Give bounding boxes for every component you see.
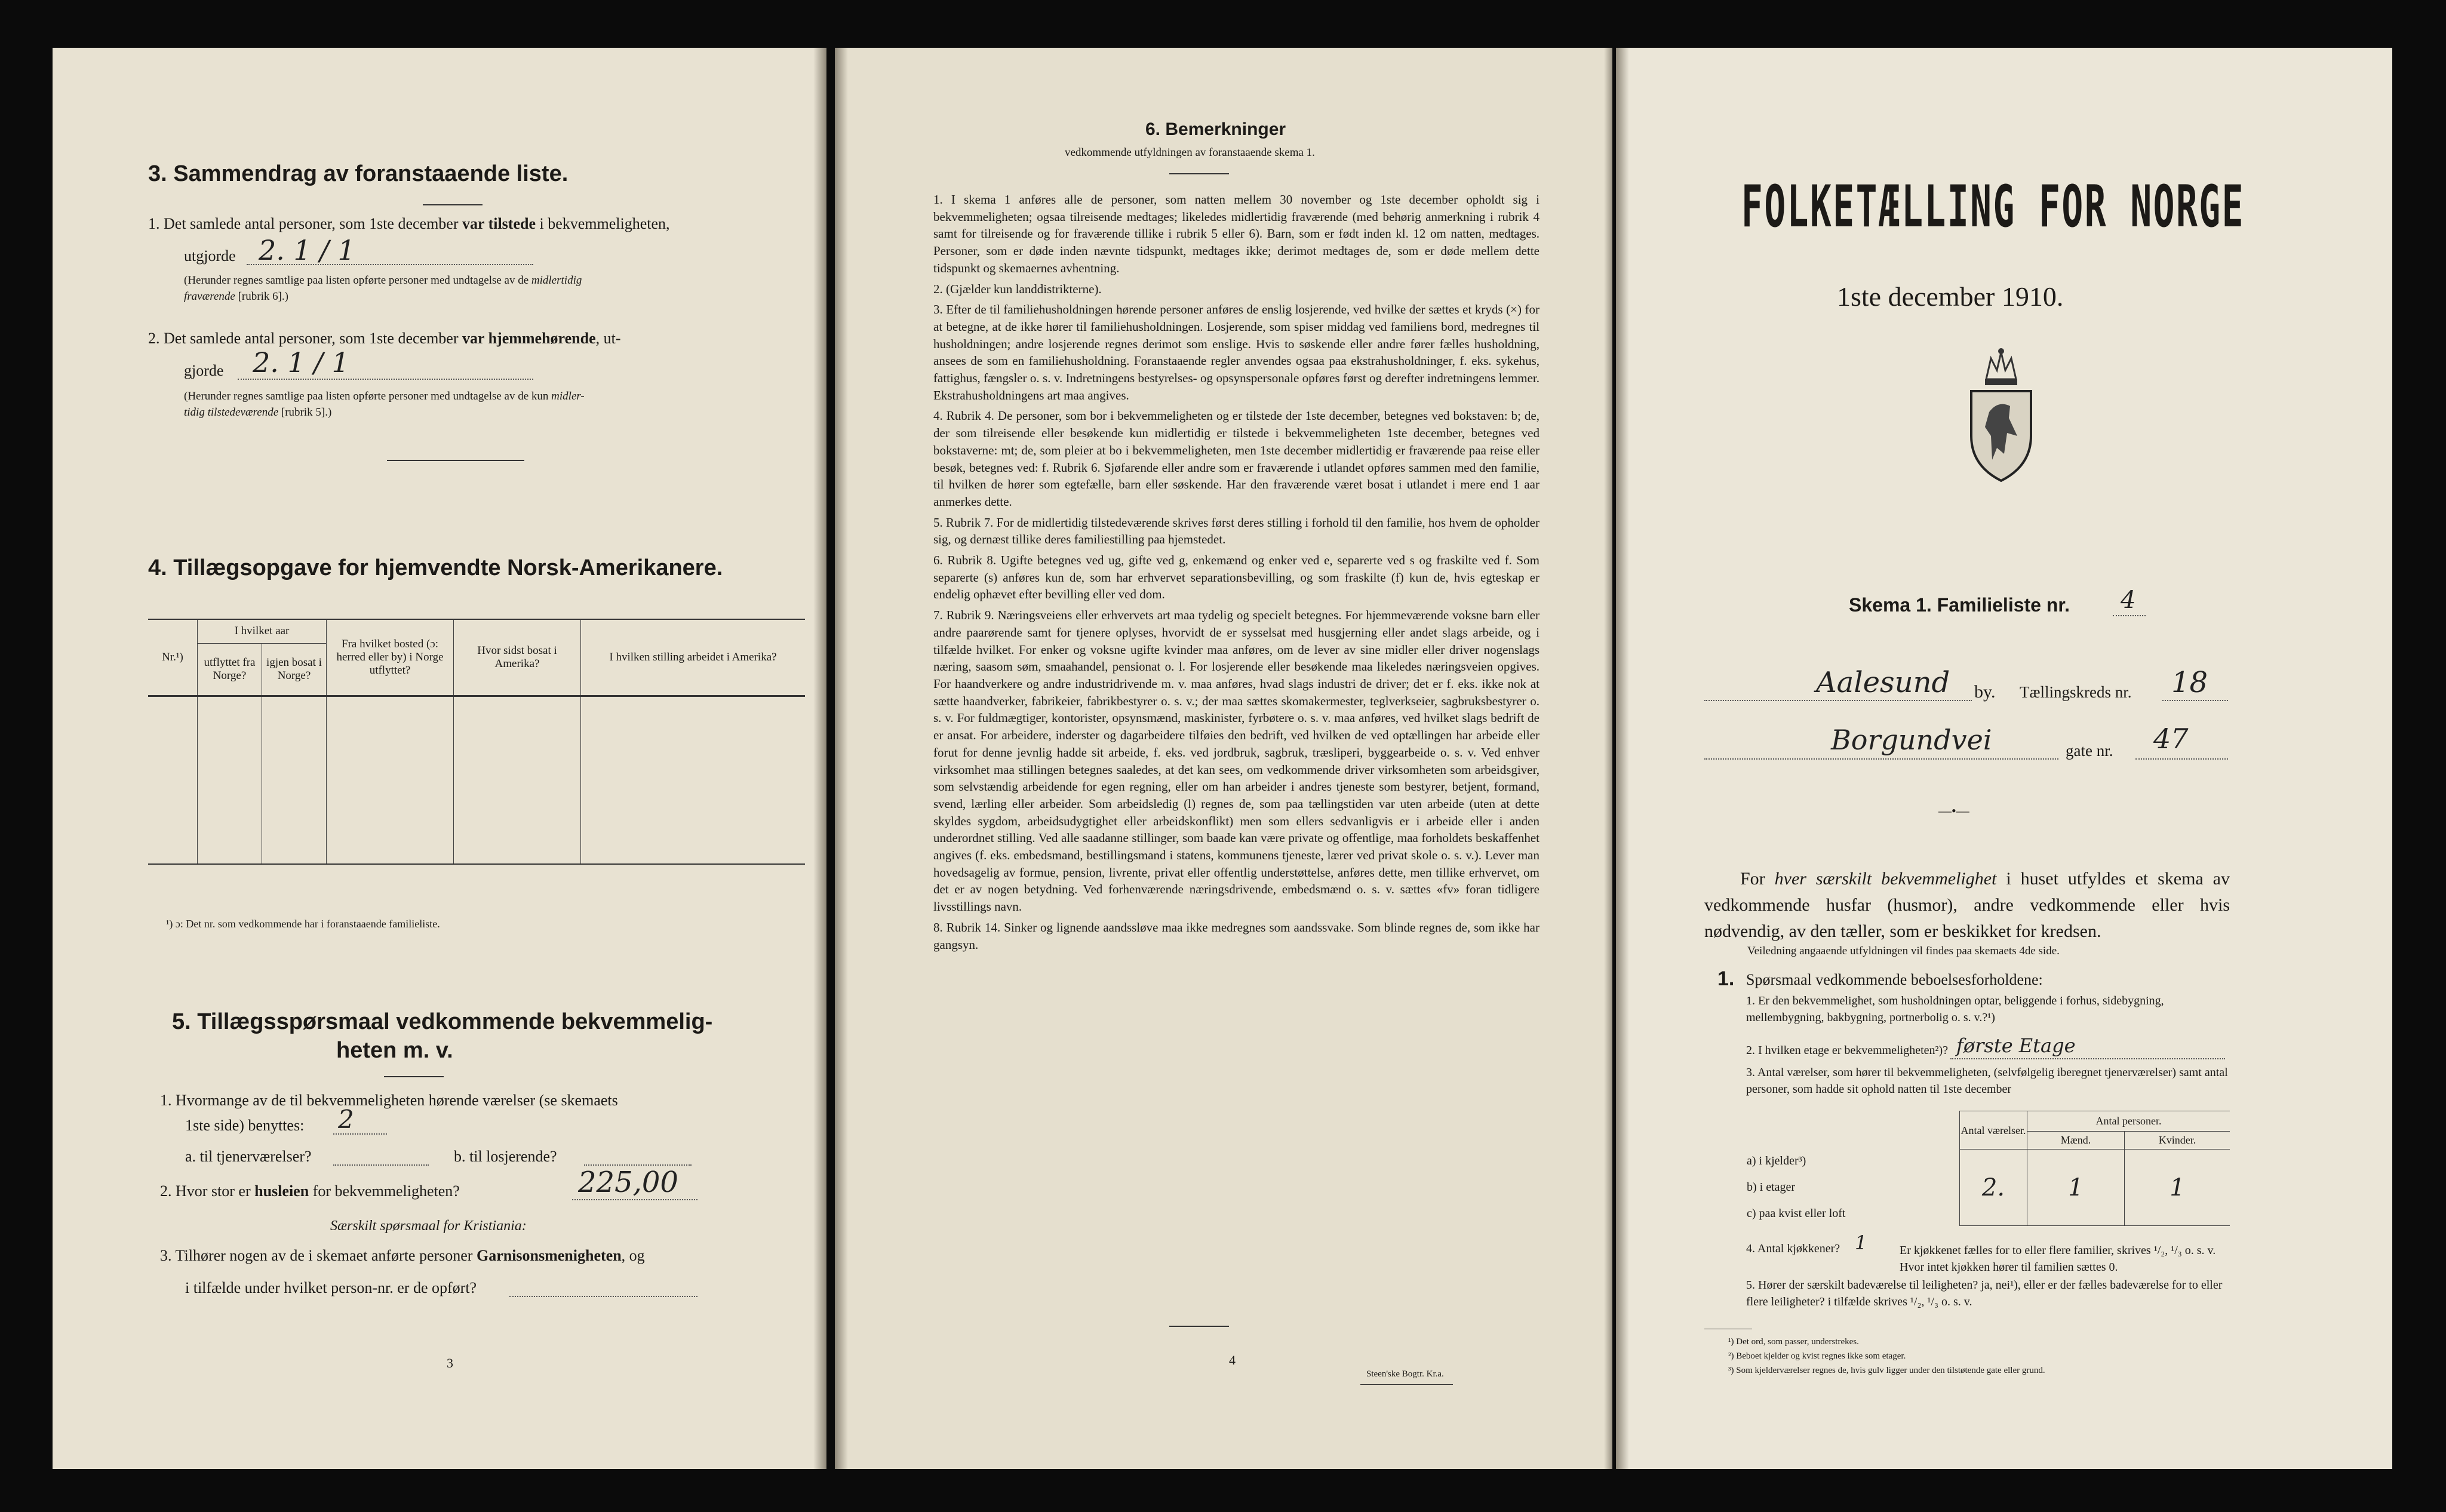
section-5-title-2: heten m. v.: [336, 1038, 453, 1063]
cell-rooms: [1960, 1202, 2027, 1226]
page-1: [1616, 48, 2392, 1469]
cell-women: [2125, 1202, 2230, 1226]
col-stilling: I hvilken stilling arbeidet i Amerika?: [581, 619, 806, 696]
rooms-table: [1746, 1111, 2230, 1226]
s5-item-3: [160, 1247, 805, 1265]
remark-2: 2. (Gjælder kun landdistrikterne).: [933, 281, 1102, 296]
cell-men: 1: [2027, 1173, 2125, 1202]
cell: [581, 696, 806, 729]
remarks-body: [933, 191, 1539, 1301]
cell-rooms: 2.: [1960, 1173, 2027, 1202]
row-label: a) i kjelder³): [1747, 1154, 1806, 1167]
col-bosted: Fra hvilket bosted (ɔ: herred eller by) i Norge utflyttet?: [327, 619, 454, 696]
handwritten-krets: 18: [2171, 666, 2208, 699]
question-2: 2. I hvilken etage er bekvemmeligheten²)?: [1746, 1044, 1949, 1057]
cell: [148, 729, 198, 763]
handwritten-value: 2. 1 / 1: [259, 234, 355, 266]
table-row: [1746, 1173, 2230, 1202]
remark-7: 7. Rubrik 9. Næringsveiens eller erhvervets art maa tydelig og specielt betegnes. For hjemmeværende voksne barn eller andre paarørende samt for tjenere oplyses, hvorvidt de er sysselsat med husgjerning eller andet slags arbeide, og i tilfælde hvilket. For enker og voksne ugifte kvinder maa anføres, om de lever av sine midler eller driver nogenslags næring, saasom søm, smaahandel, pensionat o. l. For losjerende eller besøkende maa likeledes næringsveien opgives. For haandverkere og andre industridrivende m. v. maa anføres, hvad slags industri de driver; det er f. eks. ikke nok at sætte haandverker, fabrikeier, fabrikbestyrer o. s. v.; der maa sættes skomakermester, teglverkseier, sagbruksbestyrer o. s. v. For fuldmægtiger, kontorister, opsynsmænd, maskinister, fyrbøtere o. s. v. maa anføres, ved hvilket slags bedrift de er ansat. For arbeidere, inderster og dagarbeidere tilføies den bedrift, ved hvilken de ved optællingen har arbeide eller forut for denne jevnlig hadde sit arbeide, f. eks. ved jordbruk, sagbruk, træsliperi, byggearbeide o. s. v. Ved enhver virksomhet maa stillingen betegnes saaledes, at det kan sees, om vedkommende driver virksomheten som arbeidsgiver, som selvstændig arbeidende for egen regning, eller om han arbeider i andres tjeneste som bestyrer, betjent, formand, svend, lærling eller arbeider. Som arbeidsledig (l) regnes de, som paa tællingstiden var uten arbeide (uten at dette skyldes sygdom, arbeidsudygtighet eller arbeidskonflikt) men som ellers sedvanligvis er i arbeide eller i anden underordnet stilling. Ved alle saadanne stillinger, som baade kan være private og offentlige, maa forholdets beskaffenhet angives (f. eks. embedsmand, bestillingsmand i statens, kommunens tjeneste, lærer ved privat skole o. s. v.). Lever man hovedsagelig av formue, pension, livrente, privat eller offentlig understøttelse, anføres dette, men tillike erhvervet, om det er av nogen betydning. Ved forhenværende næringsdrivende, embedsmænd o. s. v. sættes «fv» foran tidligere livsstillings navn.: [933, 608, 1539, 914]
divider: [387, 460, 524, 461]
veiledning: Veiledning angaaende utfyldningen vil findes paa skemaets 4de side.: [1747, 945, 2060, 957]
col-utflyttet: utflyttet fra Norge?: [198, 643, 262, 696]
text-italic: fraværende: [184, 290, 235, 303]
row-label: c) paa kvist eller loft: [1747, 1207, 1846, 1220]
text: , ut-: [595, 330, 621, 347]
handwritten-familieliste-nr: 4: [2121, 586, 2136, 614]
col-rooms: Antal værelser.: [1960, 1111, 2027, 1150]
col-men: Mænd.: [2027, 1132, 2125, 1150]
cell: [327, 696, 454, 729]
fill-line: [333, 1133, 387, 1135]
printer-imprint: Steen'ske Bogtr. Kr.a.: [1366, 1369, 1444, 1379]
fill-line: [1704, 700, 1972, 701]
page-fold-shadow: [1604, 48, 1612, 1469]
cell: [148, 796, 198, 829]
remarks-subtitle: vedkommende utfyldningen av foranstaaende skema 1.: [1065, 146, 1315, 159]
handwritten-city: Aalesund: [1816, 666, 1950, 699]
remark-6: 6. Rubrik 8. Ugifte betegnes ved ug, gifte ved g, enkemænd og enker ved e, separerte ved s og fraskilte ved f. Som separerte (s) anføres kun de, som har erhvervet separationsbevilling, og som fraskilte (f) kun de, hvis egteskap er endelig ophævet efter bevilling eller ved dom.: [933, 553, 1539, 602]
cell: [581, 829, 806, 864]
cell: [454, 829, 581, 864]
text: [rubrik 6].): [235, 290, 289, 303]
s3-item-2: [148, 330, 805, 348]
cell: [262, 696, 327, 729]
col-igjen: igjen bosat i Norge?: [262, 643, 327, 696]
cell: [198, 729, 262, 763]
cell: [581, 796, 806, 829]
handwritten-etage: første Etage: [1956, 1034, 2076, 1057]
page-4: [835, 48, 1612, 1469]
intro-text: [1704, 866, 2230, 945]
s3-item-1: [148, 215, 805, 233]
s5-item-1: 1. Hvormange av de til bekvemmeligheten hørende værelser (se skemaets: [160, 1092, 618, 1109]
text-italic: midler-: [551, 390, 585, 402]
cell: [198, 696, 262, 729]
s5-item-1-a: a. til tjenerværelser?: [185, 1148, 312, 1165]
cell: [581, 729, 806, 763]
fill-line: [2113, 615, 2146, 616]
by-label: by.: [1974, 682, 1996, 702]
footnotes: [1728, 1335, 2045, 1378]
cell-rooms: [1960, 1150, 2027, 1173]
s3-item-1-label: utgjorde: [184, 247, 236, 265]
question-1: 1. Er den bekvemmelighet, som husholdningen optar, beliggende i forhus, sidebygning, mellembygning, bakbygning, portnerbolig o. s. v.?¹): [1746, 994, 2164, 1024]
cell: [198, 763, 262, 796]
text-bold: Garnisonsmenigheten: [476, 1247, 622, 1264]
handwritten-street: Borgundvei: [1831, 724, 1992, 756]
cell: [454, 696, 581, 729]
cell: [148, 829, 198, 864]
text: for bekvemmeligheten?: [309, 1182, 460, 1200]
text-italic: midlertidig: [531, 274, 582, 287]
section-4-title: 4. Tillægsopgave for hjemvendte Norsk-Amerikanere.: [148, 555, 723, 580]
page-number: 3: [447, 1356, 453, 1370]
question-4-b: Er kjøkkenet fælles for to eller flere familier, skrives ¹/₂, ¹/₃ o. s. v. Hvor intet kjøkken hører til familien sættes 0.: [1900, 1244, 2216, 1274]
col-persons: Antal personer.: [2027, 1111, 2230, 1132]
cell: [454, 796, 581, 829]
col-women: Kvinder.: [2125, 1132, 2230, 1150]
fill-line: [333, 1164, 429, 1166]
remarks-title: 6. Bemerkninger: [1145, 119, 1286, 139]
s5-item-1-b: 1ste side) benyttes:: [185, 1117, 305, 1134]
fill-line: [1704, 758, 2058, 760]
text-bold: var hjemmehørende: [462, 330, 596, 347]
cell: [262, 796, 327, 829]
fill-line: [509, 1296, 697, 1297]
remark-1: 1. I skema 1 anføres alle de personer, som natten mellem 30 november og 1ste december opholdt sig i bekvemmeligheten; ogsaa tilreisende medtages; likeledes midlertidig fraværende (med behørig anmerkning i rubrik 4 samt for tilreisende og for fraværende tillike i rubrik 5 eller 6). Barn, som er født inden kl. 12 om natten, medtages. Personer, som er døde inden nævnte tidspunkt, medtages ikke; derimot medtages de, som er døde mellem dette tidspunkt og skemaernes avhentning.: [933, 192, 1539, 275]
cell: [581, 763, 806, 796]
text-italic: hver særskilt bekvemmelighet: [1774, 869, 1997, 889]
fill-line: [2162, 700, 2228, 701]
page-fold-shadow: [1616, 48, 1629, 1469]
krets-label: Tællingskreds nr.: [2020, 683, 2132, 701]
cell: [327, 796, 454, 829]
form-title: FOLKETÆLLING FOR NORGE: [1741, 173, 2245, 240]
cell: [148, 696, 198, 729]
row-label: b) i etager: [1747, 1181, 1796, 1194]
question-3: 3. Antal værelser, som hører til bekvemmeligheten, (selvfølgelig iberegnet tjenerværelser) samt antal personer, som hadde sit ophold natten til 1ste december: [1746, 1066, 2228, 1096]
skema-label: Skema 1. Familieliste nr.: [1849, 594, 2070, 616]
gate-label: gate nr.: [2066, 742, 2113, 760]
cell: [454, 729, 581, 763]
s5-item-1-b2: b. til losjerende?: [454, 1148, 557, 1165]
cell: [262, 829, 327, 864]
footnote-3: ³) Som kjelderværelser regnes de, hvis gulv ligger under den tilstøtende gate eller grund.: [1728, 1366, 2045, 1375]
text: i huset utfyldes et skema av vedkommende husfar (husmor), andre vedkommende eller hvis nødvendig, av den tæller, som er beskikket for kredsen.: [1704, 869, 2230, 941]
footnote-2: ²) Beboet kjelder og kvist regnes ikke som etager.: [1728, 1351, 1906, 1361]
fill-line: [1950, 1058, 2225, 1059]
handwritten-house-nr: 47: [2153, 723, 2189, 755]
cell: [198, 829, 262, 864]
divider: [1169, 1326, 1229, 1327]
questions-title: Spørsmaal vedkommende beboelsesforholdene:: [1746, 971, 2043, 988]
text: 3. Tilhører nogen av de i skemaet anførte personer: [160, 1247, 477, 1264]
s5-item-3-b: i tilfælde under hvilket person-nr. er de opført?: [185, 1279, 477, 1296]
s4-table: [148, 619, 805, 865]
text: , og: [621, 1247, 645, 1264]
question-5: 5. Hører der særskilt badeværelse til leiligheten? ja, nei¹), eller er der fælles badeværelse for to eller flere leiligheter? i tilfælde skrives ¹/₂, ¹/₃ o. s. v.: [1746, 1279, 2223, 1308]
col-sidst: Hvor sidst bosat i Amerika?: [454, 619, 581, 696]
cell: [148, 763, 198, 796]
table-row: [1746, 1202, 2230, 1226]
fill-line: [2135, 758, 2228, 760]
page-number: 4: [1229, 1353, 1236, 1367]
s5-item-2: [160, 1182, 460, 1200]
handwritten-value: 225,00: [578, 1166, 678, 1199]
q-number: 1.: [1717, 967, 1735, 990]
divider: [384, 1076, 444, 1077]
text: (Herunder regnes samtlige paa listen opførte personer med undtagelse av de kun: [184, 390, 552, 402]
cell: [262, 763, 327, 796]
form-date: 1ste december 1910.: [1837, 281, 2064, 312]
page-3: [53, 48, 826, 1469]
text: For: [1740, 869, 1775, 889]
page-fold-shadow: [835, 48, 848, 1469]
s5-special: Særskilt spørsmaal for Kristiania:: [330, 1218, 527, 1234]
text-bold: husleien: [254, 1182, 309, 1200]
cell: [454, 763, 581, 796]
cell-men: [2027, 1150, 2125, 1173]
fill-line: [238, 379, 533, 380]
remark-8: 8. Rubrik 14. Sinker og lignende aandssløve maa ikke medregnes som aandssvake. Som blinde regnes de, som ikke har gangsyn.: [933, 920, 1539, 952]
col-nr: Nr.¹): [148, 619, 198, 696]
col-group-year: I hvilket aar: [198, 619, 327, 643]
cell: [262, 729, 327, 763]
text: 1. Det samlede antal personer, som 1ste december: [148, 215, 462, 232]
text: (Herunder regnes samtlige paa listen opførte personer med undtagelse av de: [184, 274, 531, 287]
cell-men: [2027, 1202, 2125, 1226]
cell: [327, 763, 454, 796]
page-fold-shadow: [813, 48, 826, 1469]
cell: [327, 829, 454, 864]
ornament-divider: —•—: [1938, 803, 1969, 818]
s3-item-1-note: [184, 272, 805, 305]
s4-footnote: ¹) ɔ: Det nr. som vedkommende har i foranstaaende familieliste.: [166, 918, 440, 930]
table-row: [1746, 1150, 2230, 1173]
question-4: 4. Antal kjøkkener?: [1746, 1242, 1840, 1255]
fill-line: [572, 1199, 697, 1200]
text-bold: var tilstede: [462, 215, 536, 232]
text: [rubrik 5].): [278, 406, 332, 419]
cell: [198, 796, 262, 829]
remark-5: 5. Rubrik 7. For de midlertidig tilstedeværende skrives først deres stilling i forhold til den familie, hos hvem de opholder sig, og dernæst tillike deres familiestilling paa hjemstedet.: [933, 515, 1539, 547]
section-5-title-1: 5. Tillægsspørsmaal vedkommende bekvemmelig-: [172, 1009, 713, 1034]
divider: [1169, 173, 1229, 174]
coat-of-arms-icon: [1962, 346, 2040, 484]
text-italic: tidig tilstedeværende: [184, 406, 279, 419]
footnote-1: ¹) Det ord, som passer, understrekes.: [1728, 1337, 1859, 1347]
section-3-title: 3. Sammendrag av foranstaaende liste.: [148, 161, 569, 186]
cell: [327, 729, 454, 763]
remark-3: 3. Efter de til familiehusholdningen hørende personer anføres de enslig losjerende, ved hvilke der sættes et kryds (×) for at betegne, at de ikke hører til familiehusholdningen. Losjerende, som spiser middag ved familiens bord, medregnes til husholdningen; andre losjerende regnes derimot som enslige. Hvis to søskende eller andre fører fælles husholdning, ansees de som en familiehusholdning. Foranstaaende regler anvendes ogsaa paa ekstrahusholdninger, f. eks. sykehus, fattighus, fængsler o. s. v. Indretningens bestyrelses- og opsynspersonale opføres først og derefter indretningens lemmer. Ekstrahusholdningens art maa angives.: [933, 302, 1539, 402]
s3-item-2-label: gjorde: [184, 362, 224, 379]
text: 2. Hvor stor er: [160, 1182, 255, 1200]
handwritten-value: 2. 1 / 1: [253, 346, 349, 379]
divider: [1360, 1384, 1453, 1385]
handwritten-value: 2: [338, 1105, 354, 1134]
text: i bekvemmeligheten,: [536, 215, 670, 232]
text: 2. Det samlede antal personer, som 1ste december: [148, 330, 462, 347]
divider: [423, 204, 483, 205]
cell-women: 1: [2125, 1173, 2230, 1202]
remark-4: 4. Rubrik 4. De personer, som bor i bekvemmeligheten og er tilstede der 1ste december, betegnes ved bokstaven: b; de, der som tilreisende eller besøkende kun midlertidig er tilstede i bekvemmeligheten 1ste december, betegnes ved bokstaverne: mt; de, som pleier at bo i bekvemmeligheten, men 1ste december midlertidig er fraværende paa reise eller besøk, betegnes ved: f. Rubrik 6. Sjøfarende eller andre som er fraværende i utlandet opføres sammen med den familie, til hvilken de hører som egtefælle, barn eller søskende. Har den fraværende været bosat i utlandet i mere end 1 aar anmerkes dette.: [933, 408, 1539, 509]
handwritten-kitchens: 1: [1855, 1231, 1867, 1254]
s3-item-2-note: [184, 388, 805, 420]
cell: [1746, 1111, 1960, 1150]
cell-women: [2125, 1150, 2230, 1173]
